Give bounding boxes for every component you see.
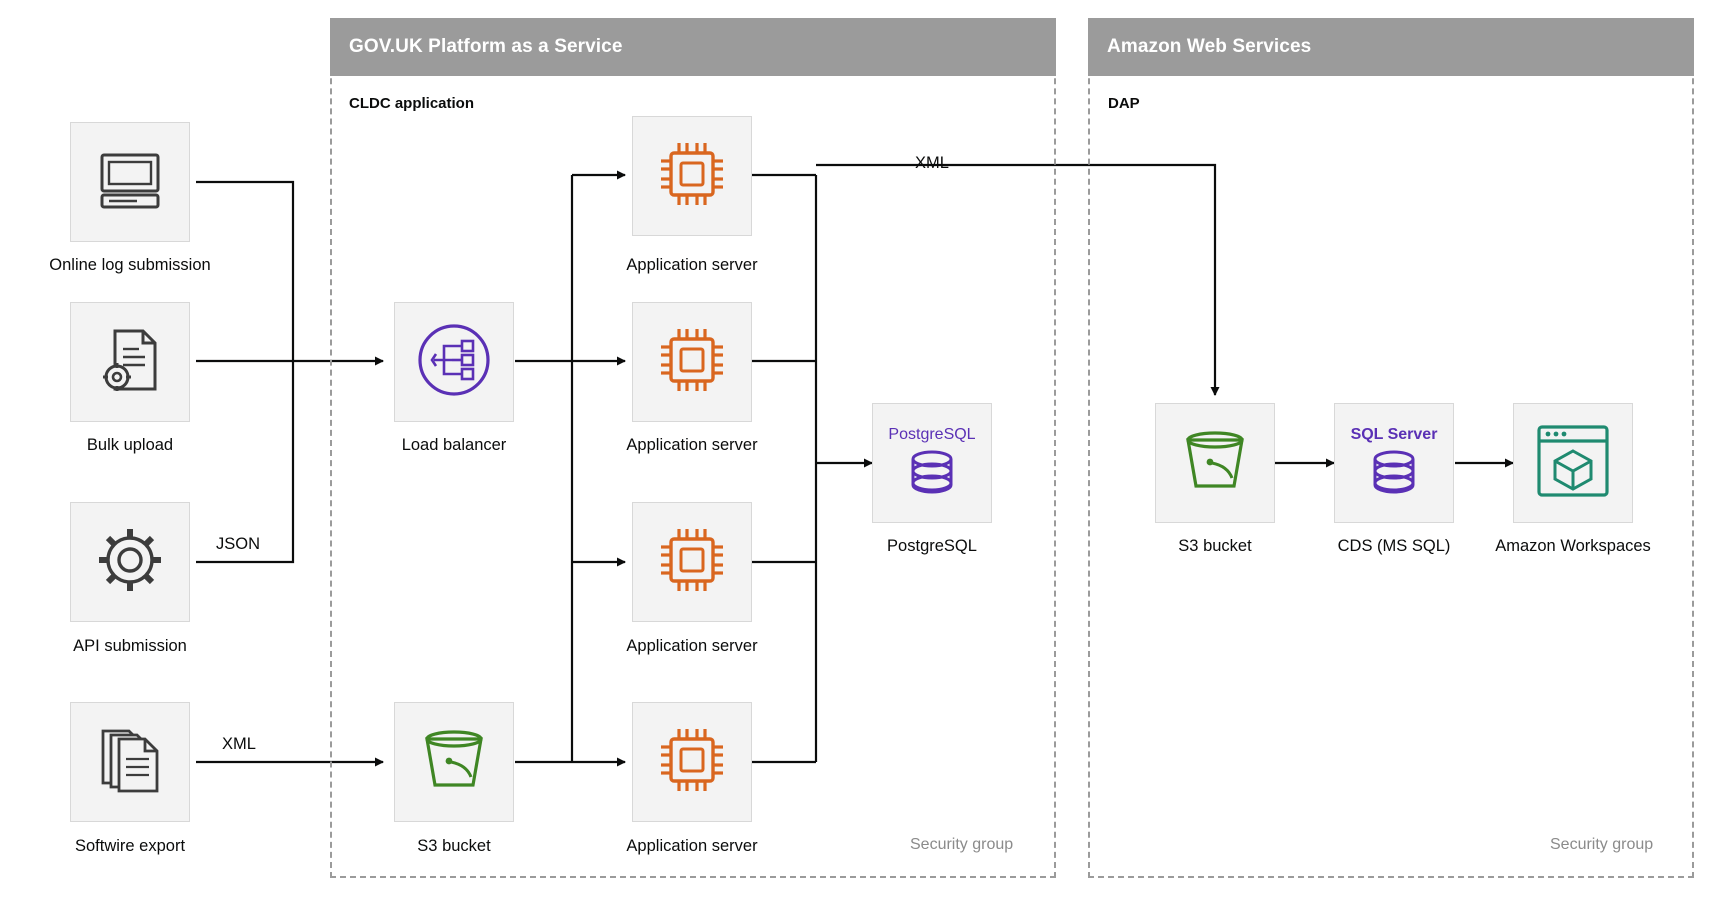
bucket-icon [1174,420,1256,507]
computer-icon [93,143,167,222]
node-softwire-export-label: Softwire export [74,837,186,855]
edge-label-json: JSON [216,535,261,553]
load-balancer-icon [412,318,496,407]
node-application-server-1[interactable] [632,116,752,236]
postgresql-icon-text: PostgreSQL [888,425,976,443]
group-aws-header-label: Amazon Web Services [1107,36,1312,57]
edge-label-xml-top: XML [915,154,949,172]
edge-label-xml-bottom: XML [222,735,256,753]
node-bulk-upload-label: Bulk upload [86,436,174,454]
node-postgresql-label: PostgreSQL [887,537,977,555]
node-cds-ms-sql[interactable] [1334,403,1454,523]
node-softwire-export[interactable] [70,702,190,822]
node-postgresql[interactable] [872,403,992,523]
bucket-icon [413,719,495,806]
group-aws-security-label: Security group [1550,836,1654,853]
node-application-server-4-label: Application server [626,837,758,855]
node-load-balancer[interactable] [394,302,514,422]
workspaces-icon [1527,415,1619,512]
group-paas-header-label: GOV.UK Platform as a Service [349,36,623,57]
group-paas-sublabel: CLDC application [349,95,475,112]
node-amazon-workspaces-label: Amazon Workspaces [1495,537,1651,555]
node-s3-bucket-aws-label: S3 bucket [1178,537,1252,555]
node-load-balancer-label: Load balancer [401,436,507,454]
node-application-server-4[interactable] [632,702,752,822]
cpu-icon [650,318,734,407]
node-api-submission-label: API submission [73,637,187,655]
node-api-submission[interactable] [70,502,190,622]
document-gear-icon [93,323,167,402]
node-s3-bucket-aws[interactable] [1155,403,1275,523]
node-s3-bucket-paas[interactable] [394,702,514,822]
gear-icon [91,521,169,604]
group-aws-sublabel: DAP [1108,95,1140,112]
node-bulk-upload[interactable] [70,302,190,422]
node-application-server-2[interactable] [632,302,752,422]
documents-stack-icon [91,721,169,804]
cpu-icon [650,518,734,607]
node-online-log-submission-label: Online log submission [49,256,211,274]
postgresql-icon [880,409,984,518]
group-paas-header [330,18,1056,76]
node-application-server-3-label: Application server [626,637,758,655]
node-application-server-1-label: Application server [626,256,758,274]
node-cds-ms-sql-label: CDS (MS SQL) [1337,537,1451,555]
sql-server-icon [1342,409,1446,518]
node-online-log-submission[interactable] [70,122,190,242]
sql-server-icon-text: SQL Server [1350,425,1438,443]
group-aws-header [1088,18,1694,76]
node-s3-bucket-paas-label: S3 bucket [417,837,491,855]
node-application-server-2-label: Application server [626,436,758,454]
group-paas-security-label: Security group [910,836,1014,853]
cpu-icon [650,718,734,807]
node-amazon-workspaces[interactable] [1513,403,1633,523]
cpu-icon [650,132,734,221]
node-application-server-3[interactable] [632,502,752,622]
